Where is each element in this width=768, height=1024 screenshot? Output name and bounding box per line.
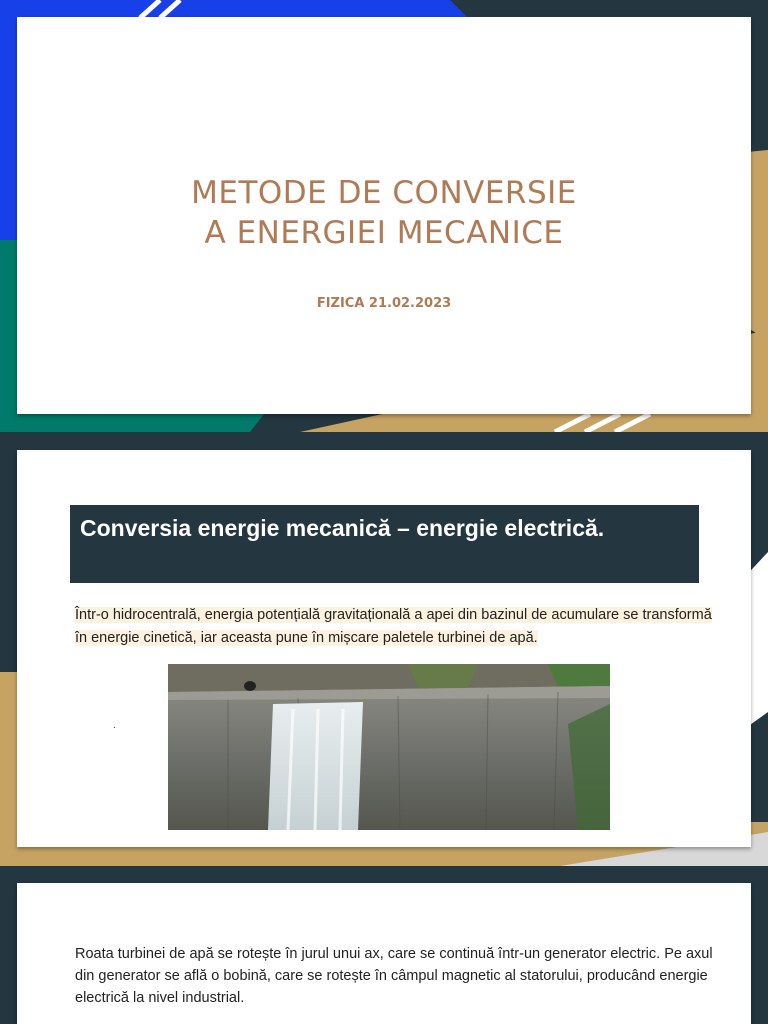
slide-paragraph: Roata turbinei de apă se rotește în jurul unui ax, care se continuă într-un generator electric. Pe axul din generator se află o bobină, care se rotește în câmpul magnetic al statorului, producând energie electrică la nivel industrial. <box>75 946 713 1006</box>
bullet-marker: . <box>113 720 116 731</box>
content-slide-generator <box>17 883 751 1024</box>
slide-heading: Conversia energie mecanică – energie electrică. <box>70 505 699 583</box>
content-slide-hydro <box>17 450 751 847</box>
presentation-subtitle: FIZICA 21.02.2023 <box>316 296 452 311</box>
title-line-2: A ENERGIEI MECANICE <box>204 215 564 251</box>
dam-photo <box>168 664 610 830</box>
highlighted-text: Într-o hidrocentrală, energia potențială gravitațională a apei din bazinul de acumulare se transformă în energie cinetică, iar aceasta pune în mișcare paletele turbinei de apă. <box>75 607 712 646</box>
slide-paragraph <box>75 604 715 650</box>
title-slide <box>17 17 751 414</box>
title-line-1: METODE DE CONVERSIE <box>191 175 577 211</box>
presentation-title <box>17 173 751 253</box>
